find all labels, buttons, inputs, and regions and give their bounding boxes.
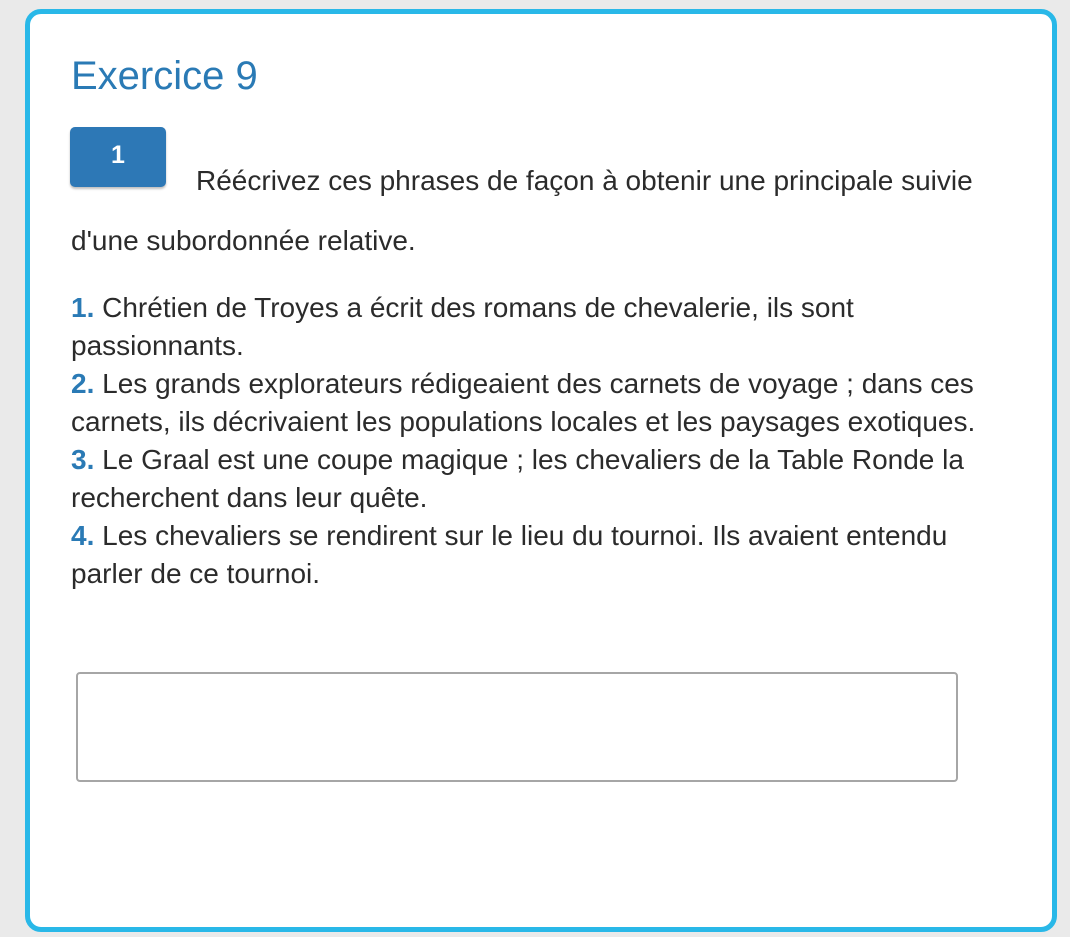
item-number: 2. <box>71 368 95 399</box>
item-number: 3. <box>71 444 95 475</box>
item-text: Les chevaliers se rendirent sur le lieu du tournoi. Ils avaient entendu parler de ce tournoi. <box>71 520 948 589</box>
item-number: 1. <box>71 292 95 323</box>
answer-input[interactable] <box>76 672 958 782</box>
question-number-badge: 1 <box>70 127 166 187</box>
item-text: Le Graal est une coupe magique ; les chevaliers de la Table Ronde la recherchent dans leur quête. <box>71 444 964 513</box>
item-text: Les grands explorateurs rédigeaient des carnets de voyage ; dans ces carnets, ils décrivaient les populations locales et les paysages exotiques. <box>71 368 976 437</box>
exercise-card <box>25 9 1057 932</box>
instruction-text: Réécrivez ces phrases de façon à obtenir une principale suivie d'une subordonnée relative. <box>71 165 973 256</box>
item-number: 4. <box>71 520 95 551</box>
item-text: Chrétien de Troyes a écrit des romans de chevalerie, ils sont passionnants. <box>71 292 854 361</box>
exercise-title: Exercice 9 <box>71 54 258 98</box>
list-item <box>71 517 1021 593</box>
sentence-list <box>71 289 1021 593</box>
list-item <box>71 441 1021 517</box>
list-item <box>71 365 1021 441</box>
list-item <box>71 289 1021 365</box>
